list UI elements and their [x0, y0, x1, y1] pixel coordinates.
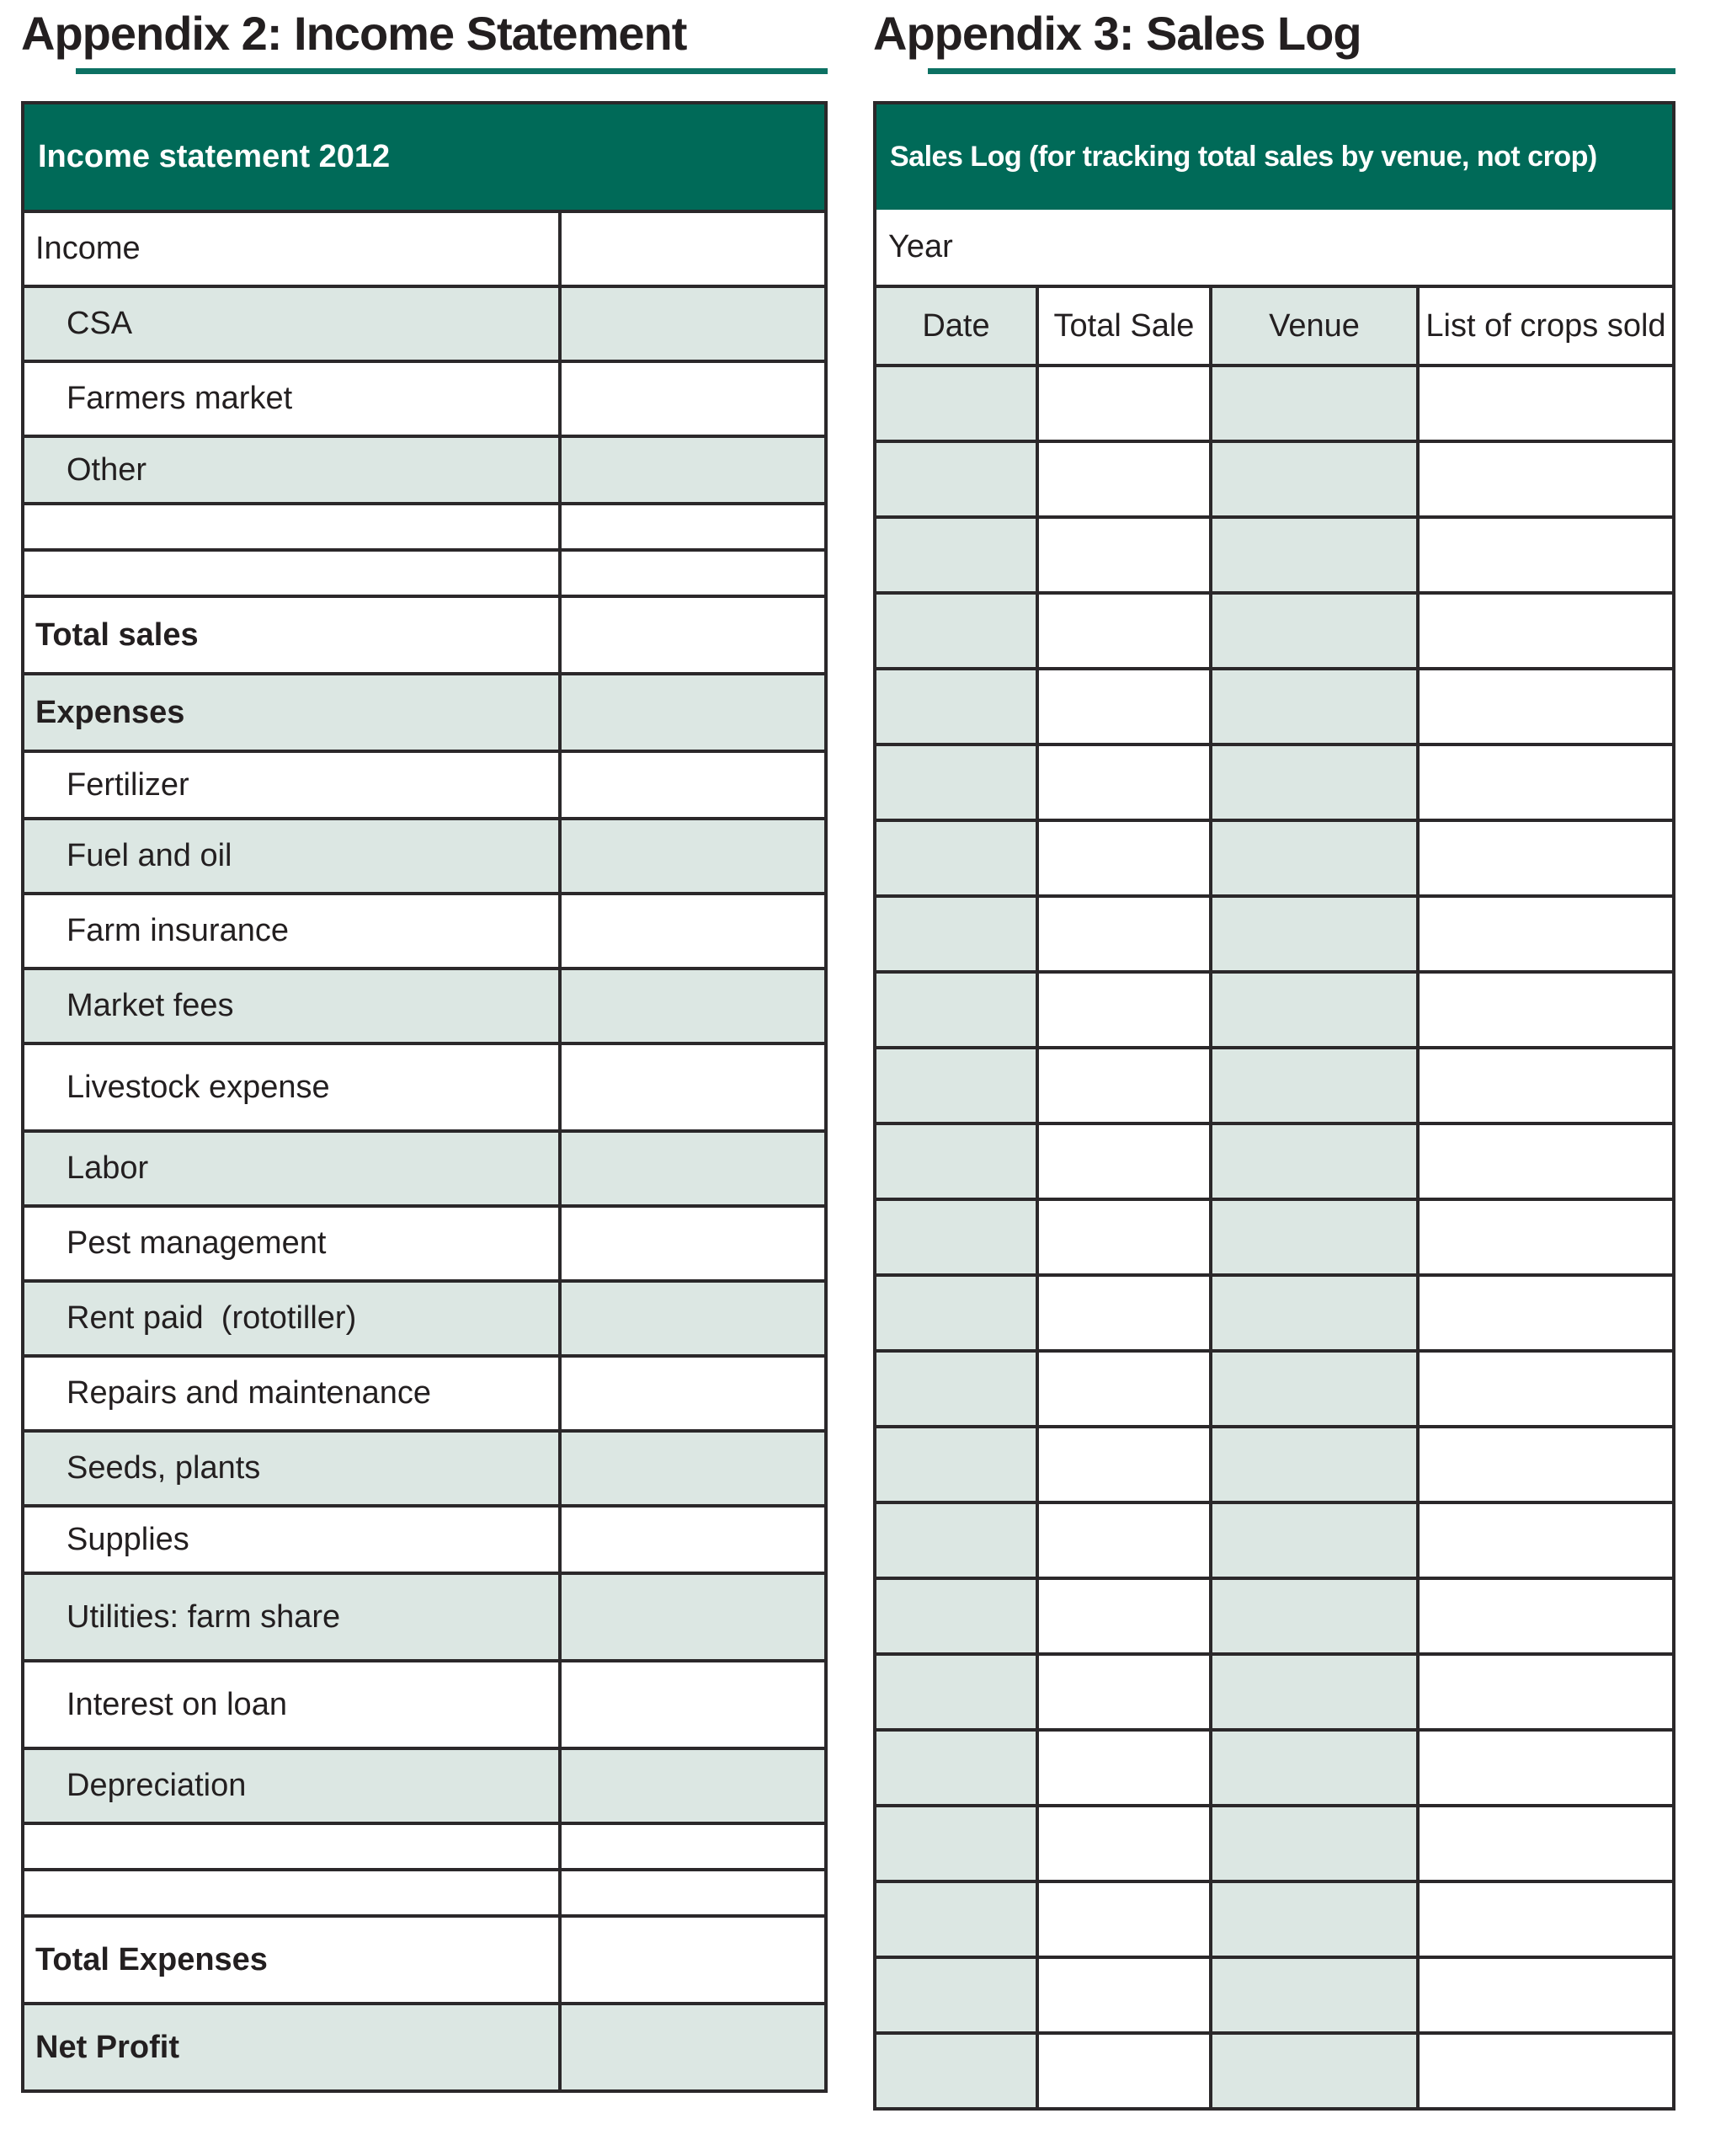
- row-value-cell: [562, 1871, 824, 1914]
- row-label: Fertilizer: [24, 753, 562, 817]
- sales-cell-total-sale: [1036, 1580, 1209, 1652]
- row-value-cell: [562, 970, 824, 1042]
- sales-cell-total-sale: [1036, 898, 1209, 970]
- sales-log-row: [876, 1273, 1672, 1349]
- income-row-fertilizer: [24, 750, 824, 817]
- row-label: Pest management: [24, 1208, 562, 1279]
- sales-cell-date: [876, 367, 1036, 440]
- sales-cell-total-sale: [1036, 1201, 1209, 1273]
- column-header-venue: Venue: [1209, 288, 1416, 364]
- sales-log-row: [876, 1728, 1672, 1804]
- row-label: [24, 505, 562, 548]
- sales-appendix: [873, 7, 1675, 2111]
- sales-table-header: [876, 104, 1672, 210]
- row-label: Labor: [24, 1133, 562, 1204]
- income-row-farm-insurance: [24, 892, 824, 967]
- sales-cell-date: [876, 1883, 1036, 1956]
- row-label: Livestock expense: [24, 1045, 562, 1129]
- sales-cell-list-of-crops-sold: [1416, 822, 1672, 894]
- sales-cell-date: [876, 1049, 1036, 1122]
- income-row-net-profit: [24, 2002, 824, 2089]
- row-label: [24, 1825, 562, 1868]
- sales-cell-venue: [1209, 1428, 1416, 1501]
- sales-cell-venue: [1209, 367, 1416, 440]
- row-label: CSA: [24, 288, 562, 360]
- sales-cell-date: [876, 670, 1036, 743]
- sales-log-row: [876, 1501, 1672, 1577]
- sales-cell-venue: [1209, 595, 1416, 667]
- income-row-depreciation: [24, 1747, 824, 1822]
- sales-cell-date: [876, 822, 1036, 894]
- row-label: Total Expenses: [24, 1918, 562, 2002]
- sales-cell-venue: [1209, 822, 1416, 894]
- row-value-cell: [562, 1045, 824, 1129]
- sales-log-row: [876, 515, 1672, 591]
- sales-log-row: [876, 894, 1672, 970]
- row-label: Rent paid (rototiller): [24, 1283, 562, 1354]
- income-statement-rows: [24, 210, 824, 2089]
- row-value-cell: [562, 1133, 824, 1204]
- sales-cell-list-of-crops-sold: [1416, 1353, 1672, 1425]
- sales-cell-date: [876, 1504, 1036, 1577]
- row-value-cell: [562, 213, 824, 285]
- sales-log-row: [876, 1198, 1672, 1273]
- sales-cell-total-sale: [1036, 367, 1209, 440]
- sales-cell-date: [876, 898, 1036, 970]
- sales-cell-list-of-crops-sold: [1416, 367, 1672, 440]
- sales-cell-date: [876, 1959, 1036, 2031]
- sales-cell-list-of-crops-sold: [1416, 519, 1672, 591]
- sales-cell-total-sale: [1036, 1807, 1209, 1880]
- row-value-cell: [562, 895, 824, 967]
- row-label: Depreciation: [24, 1750, 562, 1822]
- sales-cell-total-sale: [1036, 1504, 1209, 1577]
- column-header-list-of-crops-sold: List of crops sold: [1416, 288, 1672, 364]
- row-value-cell: [562, 288, 824, 360]
- income-row-total-sales: [24, 595, 824, 672]
- sales-cell-list-of-crops-sold: [1416, 1656, 1672, 1728]
- income-row-repairs-and-maintenance: [24, 1354, 824, 1429]
- sales-cell-total-sale: [1036, 670, 1209, 743]
- sales-cell-date: [876, 519, 1036, 591]
- sales-cell-list-of-crops-sold: [1416, 974, 1672, 1046]
- row-value-cell: [562, 505, 824, 548]
- sales-log-row: [876, 1122, 1672, 1198]
- sales-log-row: [876, 819, 1672, 894]
- sales-cell-list-of-crops-sold: [1416, 1732, 1672, 1804]
- sales-cell-venue: [1209, 443, 1416, 515]
- sales-cell-total-sale: [1036, 443, 1209, 515]
- sales-cell-total-sale: [1036, 519, 1209, 591]
- row-label: Expenses: [24, 675, 562, 750]
- income-row-expenses: [24, 672, 824, 750]
- sales-cell-list-of-crops-sold: [1416, 1504, 1672, 1577]
- row-label: Market fees: [24, 970, 562, 1042]
- sales-cell-total-sale: [1036, 1125, 1209, 1198]
- sales-cell-venue: [1209, 1201, 1416, 1273]
- sales-cell-date: [876, 2035, 1036, 2107]
- sales-cell-venue: [1209, 746, 1416, 819]
- income-row-blank: [24, 1868, 824, 1914]
- sales-cell-venue: [1209, 1125, 1416, 1198]
- row-value-cell: [562, 1208, 824, 1279]
- row-label: Supplies: [24, 1508, 562, 1572]
- row-value-cell: [562, 753, 824, 817]
- sales-cell-date: [876, 1125, 1036, 1198]
- sales-table-header-label: Sales Log (for tracking total sales by venue, not crop): [890, 141, 1597, 173]
- sales-cell-date: [876, 1580, 1036, 1652]
- row-value-cell: [562, 1283, 824, 1354]
- income-row-fuel-and-oil: [24, 817, 824, 892]
- income-row-pest-management: [24, 1204, 824, 1279]
- row-value-cell: [562, 1508, 824, 1572]
- income-row-rent-paid-rototiller: [24, 1279, 824, 1354]
- row-label: Utilities: farm share: [24, 1575, 562, 1659]
- sales-cell-list-of-crops-sold: [1416, 1883, 1672, 1956]
- sales-cell-total-sale: [1036, 1353, 1209, 1425]
- row-value-cell: [562, 1433, 824, 1504]
- sales-log-rows: [876, 364, 1672, 2107]
- sales-cell-venue: [1209, 1277, 1416, 1349]
- sales-cell-venue: [1209, 2035, 1416, 2107]
- sales-cell-venue: [1209, 1656, 1416, 1728]
- sales-cell-list-of-crops-sold: [1416, 1580, 1672, 1652]
- sales-cell-list-of-crops-sold: [1416, 898, 1672, 970]
- sales-cell-venue: [1209, 519, 1416, 591]
- row-value-cell: [562, 820, 824, 892]
- sales-cell-list-of-crops-sold: [1416, 1959, 1672, 2031]
- income-row-blank: [24, 548, 824, 595]
- row-label: Net Profit: [24, 2005, 562, 2089]
- row-label: Total sales: [24, 598, 562, 672]
- income-row-market-fees: [24, 967, 824, 1042]
- income-row-blank: [24, 502, 824, 548]
- row-value-cell: [562, 1358, 824, 1429]
- sales-cell-list-of-crops-sold: [1416, 1201, 1672, 1273]
- sales-log-row: [876, 591, 1672, 667]
- column-header-total-sale: Total Sale: [1036, 288, 1209, 364]
- sales-cell-list-of-crops-sold: [1416, 2035, 1672, 2107]
- row-label: Farm insurance: [24, 895, 562, 967]
- income-row-supplies: [24, 1504, 824, 1572]
- income-row-livestock-expense: [24, 1042, 824, 1129]
- sales-cell-list-of-crops-sold: [1416, 1049, 1672, 1122]
- sales-cell-venue: [1209, 1353, 1416, 1425]
- income-row-labor: [24, 1129, 824, 1204]
- sales-cell-list-of-crops-sold: [1416, 746, 1672, 819]
- sales-cell-list-of-crops-sold: [1416, 1125, 1672, 1198]
- sales-cell-total-sale: [1036, 1959, 1209, 2031]
- sales-cell-date: [876, 1807, 1036, 1880]
- income-row-income: [24, 210, 824, 285]
- sales-log-row: [876, 1880, 1672, 1956]
- sales-cell-date: [876, 1201, 1036, 1273]
- income-row-total-expenses: [24, 1914, 824, 2002]
- row-value-cell: [562, 363, 824, 435]
- sales-cell-list-of-crops-sold: [1416, 443, 1672, 515]
- sales-cell-total-sale: [1036, 1428, 1209, 1501]
- sales-cell-total-sale: [1036, 595, 1209, 667]
- sales-log-row: [876, 364, 1672, 440]
- row-value-cell: [562, 438, 824, 502]
- row-label: Repairs and maintenance: [24, 1358, 562, 1429]
- sales-cell-date: [876, 974, 1036, 1046]
- sales-cell-venue: [1209, 1807, 1416, 1880]
- column-header-date: Date: [876, 288, 1036, 364]
- sales-log-row: [876, 1652, 1672, 1728]
- sales-cell-date: [876, 1732, 1036, 1804]
- sales-log-row: [876, 1804, 1672, 1880]
- sales-cell-venue: [1209, 1732, 1416, 1804]
- sales-year-row: [876, 210, 1672, 285]
- sales-cell-date: [876, 746, 1036, 819]
- year-label: Year: [888, 229, 953, 264]
- sales-cell-list-of-crops-sold: [1416, 670, 1672, 743]
- row-value-cell: [562, 2005, 824, 2089]
- sales-log-row: [876, 440, 1672, 515]
- appendix-3-title: Appendix 3: Sales Log: [873, 7, 1361, 60]
- row-label: Other: [24, 438, 562, 502]
- income-row-other: [24, 435, 824, 502]
- sales-log-row: [876, 1425, 1672, 1501]
- row-value-cell: [562, 552, 824, 595]
- row-label: Interest on loan: [24, 1662, 562, 1747]
- sales-log-table: [873, 101, 1675, 2111]
- income-row-seeds-plants: [24, 1429, 824, 1504]
- appendix-2-title-underline: [76, 68, 828, 74]
- income-row-interest-on-loan: [24, 1659, 824, 1747]
- row-label: Income: [24, 213, 562, 285]
- sales-log-row: [876, 2031, 1672, 2107]
- sales-cell-total-sale: [1036, 1732, 1209, 1804]
- sales-cell-total-sale: [1036, 1277, 1209, 1349]
- sales-log-row: [876, 1046, 1672, 1122]
- income-table-header-label: Income statement 2012: [38, 139, 391, 174]
- sales-cell-venue: [1209, 670, 1416, 743]
- sales-log-row: [876, 1956, 1672, 2031]
- income-row-utilities-farm-share: [24, 1572, 824, 1659]
- sales-log-row: [876, 970, 1672, 1046]
- row-value-cell: [562, 1575, 824, 1659]
- appendix-3-title-underline: [928, 68, 1675, 74]
- income-statement-table: [21, 101, 828, 2093]
- income-row-csa: [24, 285, 824, 360]
- sales-column-headers: [876, 285, 1672, 364]
- row-value-cell: [562, 1750, 824, 1822]
- sales-cell-venue: [1209, 974, 1416, 1046]
- row-label: [24, 552, 562, 595]
- row-value-cell: [562, 1825, 824, 1868]
- sales-cell-date: [876, 1277, 1036, 1349]
- sales-cell-date: [876, 443, 1036, 515]
- row-label: Farmers market: [24, 363, 562, 435]
- sales-cell-date: [876, 1428, 1036, 1501]
- sales-cell-list-of-crops-sold: [1416, 1428, 1672, 1501]
- sales-cell-total-sale: [1036, 746, 1209, 819]
- row-label: Fuel and oil: [24, 820, 562, 892]
- sales-log-row: [876, 743, 1672, 819]
- sales-cell-total-sale: [1036, 1049, 1209, 1122]
- appendix-2-title: Appendix 2: Income Statement: [21, 7, 687, 60]
- sales-cell-list-of-crops-sold: [1416, 595, 1672, 667]
- sales-cell-total-sale: [1036, 1656, 1209, 1728]
- sales-log-row: [876, 1577, 1672, 1652]
- row-value-cell: [562, 1662, 824, 1747]
- row-value-cell: [562, 675, 824, 750]
- sales-cell-list-of-crops-sold: [1416, 1807, 1672, 1880]
- sales-log-row: [876, 1349, 1672, 1425]
- sales-log-row: [876, 667, 1672, 743]
- sales-cell-date: [876, 1353, 1036, 1425]
- sales-cell-list-of-crops-sold: [1416, 1277, 1672, 1349]
- sales-cell-date: [876, 1656, 1036, 1728]
- sales-cell-date: [876, 595, 1036, 667]
- income-appendix: [21, 7, 828, 2093]
- row-value-cell: [562, 598, 824, 672]
- income-table-header: [24, 104, 824, 210]
- sales-cell-venue: [1209, 1959, 1416, 2031]
- income-row-blank: [24, 1822, 824, 1868]
- sales-cell-venue: [1209, 1049, 1416, 1122]
- row-label: Seeds, plants: [24, 1433, 562, 1504]
- row-value-cell: [562, 1918, 824, 2002]
- row-label: [24, 1871, 562, 1914]
- sales-cell-total-sale: [1036, 974, 1209, 1046]
- sales-cell-total-sale: [1036, 2035, 1209, 2107]
- sales-cell-total-sale: [1036, 1883, 1209, 1956]
- sales-cell-venue: [1209, 1580, 1416, 1652]
- sales-cell-total-sale: [1036, 822, 1209, 894]
- sales-cell-venue: [1209, 1883, 1416, 1956]
- income-row-farmers-market: [24, 360, 824, 435]
- sales-cell-venue: [1209, 1504, 1416, 1577]
- sales-cell-venue: [1209, 898, 1416, 970]
